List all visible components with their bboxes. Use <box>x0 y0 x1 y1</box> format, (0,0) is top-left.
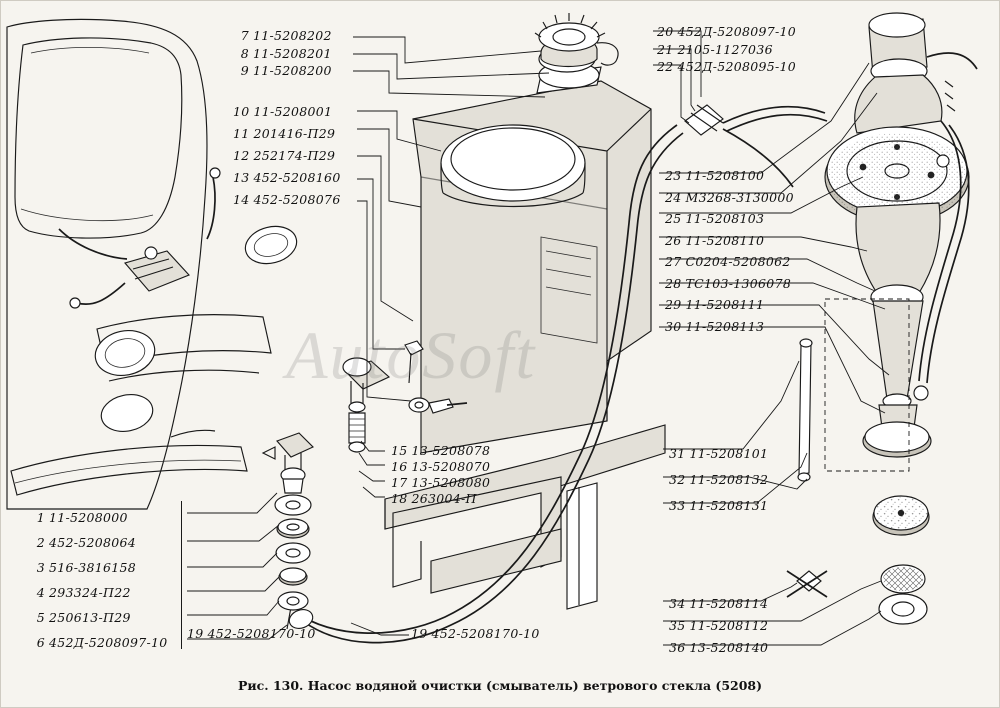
callout-item: 28 ТС103-1306078 <box>665 275 792 291</box>
callout-item: 21 2105-1127036 <box>657 41 773 57</box>
callout-item: 35 11-5208112 <box>669 618 769 633</box>
callout-item: 27 С0204-5208062 <box>665 254 791 269</box>
callout-item: 13 452-5208160 <box>233 170 341 185</box>
callout-item: 12 252174-П29 <box>233 148 336 163</box>
pump-unit-illustration <box>787 13 977 624</box>
callout-item: 26 11-5208110 <box>665 232 765 248</box>
callout-item: 11 201416-П29 <box>233 126 336 141</box>
callout-item: 32 11-5208132 <box>669 472 769 487</box>
callout-item: 14 452-5208076 <box>233 192 341 207</box>
callout-item: 3 516-3816158 <box>36 560 137 575</box>
callout-item: 7 11-5208202 <box>240 28 332 43</box>
truck-cab-illustration <box>7 19 301 509</box>
callout-item: 6 452Д-5208097-10 <box>36 635 168 650</box>
callout-item: 9 11-5208200 <box>240 63 332 78</box>
callout-item: 25 11-5208103 <box>665 211 765 226</box>
callout-item: 15 13-5208078 <box>391 443 491 458</box>
callout-item: 1 11-5208000 <box>36 510 128 525</box>
callout-item: 5 250613-П29 <box>36 610 131 625</box>
callout-group-right-lower <box>669 441 768 519</box>
callout-item: 10 11-5208001 <box>233 104 333 119</box>
callout-item: 16 13-5208070 <box>391 459 491 474</box>
callout-group-center-mid <box>391 443 490 507</box>
callout-item-19-label: 19 452-5208170-10 <box>411 626 540 641</box>
callout-item-19: 19 452-5208170-10 <box>187 626 316 641</box>
callout-group-bottom-left <box>29 505 168 655</box>
callout-group-upper-left <box>233 101 341 211</box>
watermark-text: AutoSoft <box>286 317 537 393</box>
callout-item: 8 11-5208201 <box>240 45 332 61</box>
callout-group-right-bottom <box>669 593 768 659</box>
callout-item: 20 452Д-5208097-10 <box>657 24 797 39</box>
callout-item: 24 М3268-3130000 <box>665 189 794 205</box>
callout-item: 31 11-5208101 <box>669 446 769 461</box>
callout-item: 29 11-5208111 <box>665 297 765 312</box>
callout-item: 34 11-5208114 <box>669 596 769 611</box>
callout-group-top-right <box>657 23 796 76</box>
callout-item: 17 13-5208080 <box>391 475 491 490</box>
callout-item: 18 263004-П <box>391 491 477 506</box>
callout-item: 2 452-5208064 <box>36 535 137 550</box>
callout-item: 30 11-5208113 <box>665 318 765 334</box>
callout-item: 23 11-5208100 <box>665 168 765 183</box>
callout-item: 22 452Д-5208095-10 <box>657 59 797 74</box>
callout-group-right-mid <box>665 165 794 337</box>
callout-group-top-left <box>233 27 332 80</box>
callout-item: 33 11-5208131 <box>669 498 769 513</box>
small-parts-stack <box>263 433 313 610</box>
callout-item: 4 293324-П22 <box>36 585 131 600</box>
figure-caption: Рис. 130. Насос водяной очистки (смыватель) ветрового стекла (5208) <box>237 678 763 693</box>
callout-item: 36 13-5208140 <box>669 640 769 655</box>
